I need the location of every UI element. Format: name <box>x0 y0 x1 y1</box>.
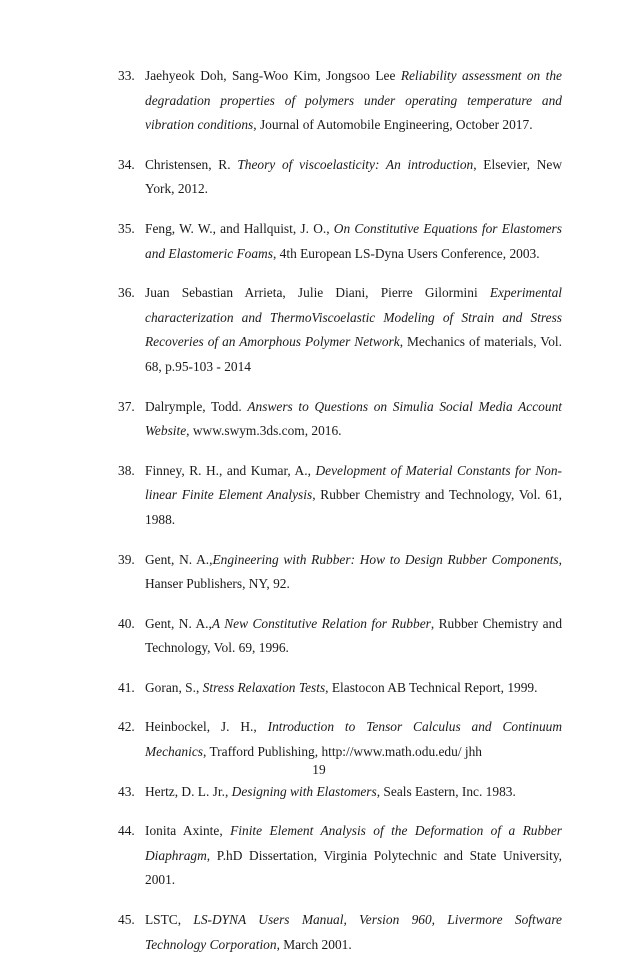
reference-source: , Elastocon AB Technical Report, 1999. <box>325 679 538 695</box>
reference-text <box>145 399 562 439</box>
reference-authors: LSTC, <box>145 912 194 928</box>
reference-source: , Trafford Publishing, http://www.math.odu.edu/ jhh <box>203 744 482 760</box>
reference-authors: Jaehyeok Doh, Sang-Woo Kim, Jongsoo Lee <box>145 68 401 83</box>
reference-authors: Heinbockel, J. H., <box>145 719 268 735</box>
reference-item <box>0 217 638 266</box>
reference-text <box>145 680 537 695</box>
reference-title: A New Constitutive Relation for Rubber <box>211 615 431 631</box>
reference-number: 37. <box>118 398 135 414</box>
reference-list <box>0 64 638 972</box>
reference-title: Introduction to Tensor Calculus and Continuum Mechanics <box>145 719 563 760</box>
reference-number: 33. <box>118 68 135 83</box>
reference-authors: Gent, N. A., <box>145 551 213 567</box>
reference-text <box>145 221 562 261</box>
reference-source: , Seals Eastern, Inc. 1983. <box>376 783 516 799</box>
reference-title: Experimental characterization and ThermoViscoelastic Modeling of Strain and Stress Recoveries of an Amorphous Polymer Network <box>145 285 562 350</box>
reference-authors: Juan Sebastian Arrieta, Julie Diani, Pierre Gilormini <box>145 285 490 301</box>
reference-number: 42. <box>118 719 135 735</box>
reference-source: , P.hD Dissertation, Virginia Polytechnic and State University, 2001. <box>145 847 562 888</box>
reference-text <box>145 616 562 656</box>
reference-item <box>0 780 638 805</box>
reference-item <box>0 908 638 957</box>
reference-source: , Rubber Chemistry and Technology, Vol. 69, 1996. <box>145 615 563 656</box>
reference-title: Engineering with Rubber: How to Design Rubber Components <box>212 551 559 567</box>
reference-authors: Finney, R. H., and Kumar, A., <box>145 462 316 478</box>
reference-authors: Gent, N. A., <box>145 615 212 631</box>
reference-number: 41. <box>118 679 135 695</box>
reference-number: 35. <box>118 220 135 236</box>
reference-text <box>145 552 562 592</box>
reference-source: , 4th European LS-Dyna Users Conference, 2003. <box>272 245 540 261</box>
reference-item <box>0 715 638 764</box>
reference-authors: Dalrymple, Todd. <box>145 398 248 414</box>
reference-text <box>145 719 562 759</box>
reference-source: , Elsevier, New York, 2012. <box>145 156 562 197</box>
reference-title: Theory of viscoelasticity: An introduction <box>237 156 474 172</box>
reference-text <box>145 912 562 952</box>
reference-text <box>145 784 516 799</box>
reference-source: , Journal of Automobile Engineering, October 2017. <box>253 117 533 133</box>
reference-item <box>0 395 638 444</box>
reference-title: Answers to Questions on Simulia Social Media Account Website <box>145 398 562 439</box>
reference-number: 40. <box>118 615 135 631</box>
reference-number: 43. <box>118 783 135 799</box>
reference-number: 39. <box>118 551 135 567</box>
reference-authors: Christensen, R. <box>145 156 238 172</box>
reference-text <box>145 823 562 887</box>
reference-text <box>145 68 562 132</box>
reference-item <box>0 676 638 701</box>
reference-title: Stress Relaxation Tests <box>202 679 326 695</box>
reference-text <box>145 463 562 527</box>
reference-authors: Hertz, D. L. Jr., <box>145 783 232 799</box>
reference-item <box>0 153 638 202</box>
reference-source: , Mechanics of materials, Vol. 68, p.95-103 - 2014 <box>145 334 562 374</box>
reference-item <box>0 281 638 379</box>
reference-title: LS-DYNA Users Manual, Version 960, Livermore Software Technology Corporation <box>145 912 563 952</box>
reference-title: Development of Material Constants for Non-linear Finite Element Analysis <box>145 462 562 503</box>
reference-source: , Hanser Publishers, NY, 92. <box>145 551 562 592</box>
reference-title: Reliability assessment on the degradation properties of polymers under operating temperature and vibration conditions <box>145 68 562 133</box>
reference-number: 44. <box>118 823 135 839</box>
reference-item <box>0 819 638 893</box>
reference-number: 34. <box>118 156 135 172</box>
reference-text <box>145 285 562 374</box>
reference-item <box>0 64 638 138</box>
reference-title: On Constitutive Equations for Elastomers and Elastomeric Foams <box>145 220 562 261</box>
reference-item <box>0 548 638 597</box>
reference-number: 45. <box>118 912 135 928</box>
reference-item <box>0 612 638 661</box>
reference-authors: Ionita Axinte, <box>145 823 231 839</box>
reference-authors: Feng, W. W., and Hallquist, J. O., <box>145 220 334 236</box>
reference-source: , Rubber Chemistry and Technology, Vol. 61, 1988. <box>145 487 562 527</box>
reference-number: 38. <box>118 462 135 478</box>
reference-source: , March 2001. <box>276 936 352 952</box>
reference-source: , www.swym.3ds.com, 2016. <box>186 423 342 439</box>
reference-number: 36. <box>118 285 135 301</box>
reference-authors: Goran, S., <box>145 679 203 695</box>
reference-title: Finite Element Analysis of the Deformation of a Rubber Diaphragm <box>145 823 563 863</box>
page-number: 19 <box>312 762 326 777</box>
reference-text <box>145 157 562 197</box>
reference-title: Designing with Elastomers <box>231 783 377 799</box>
reference-item <box>0 459 638 533</box>
